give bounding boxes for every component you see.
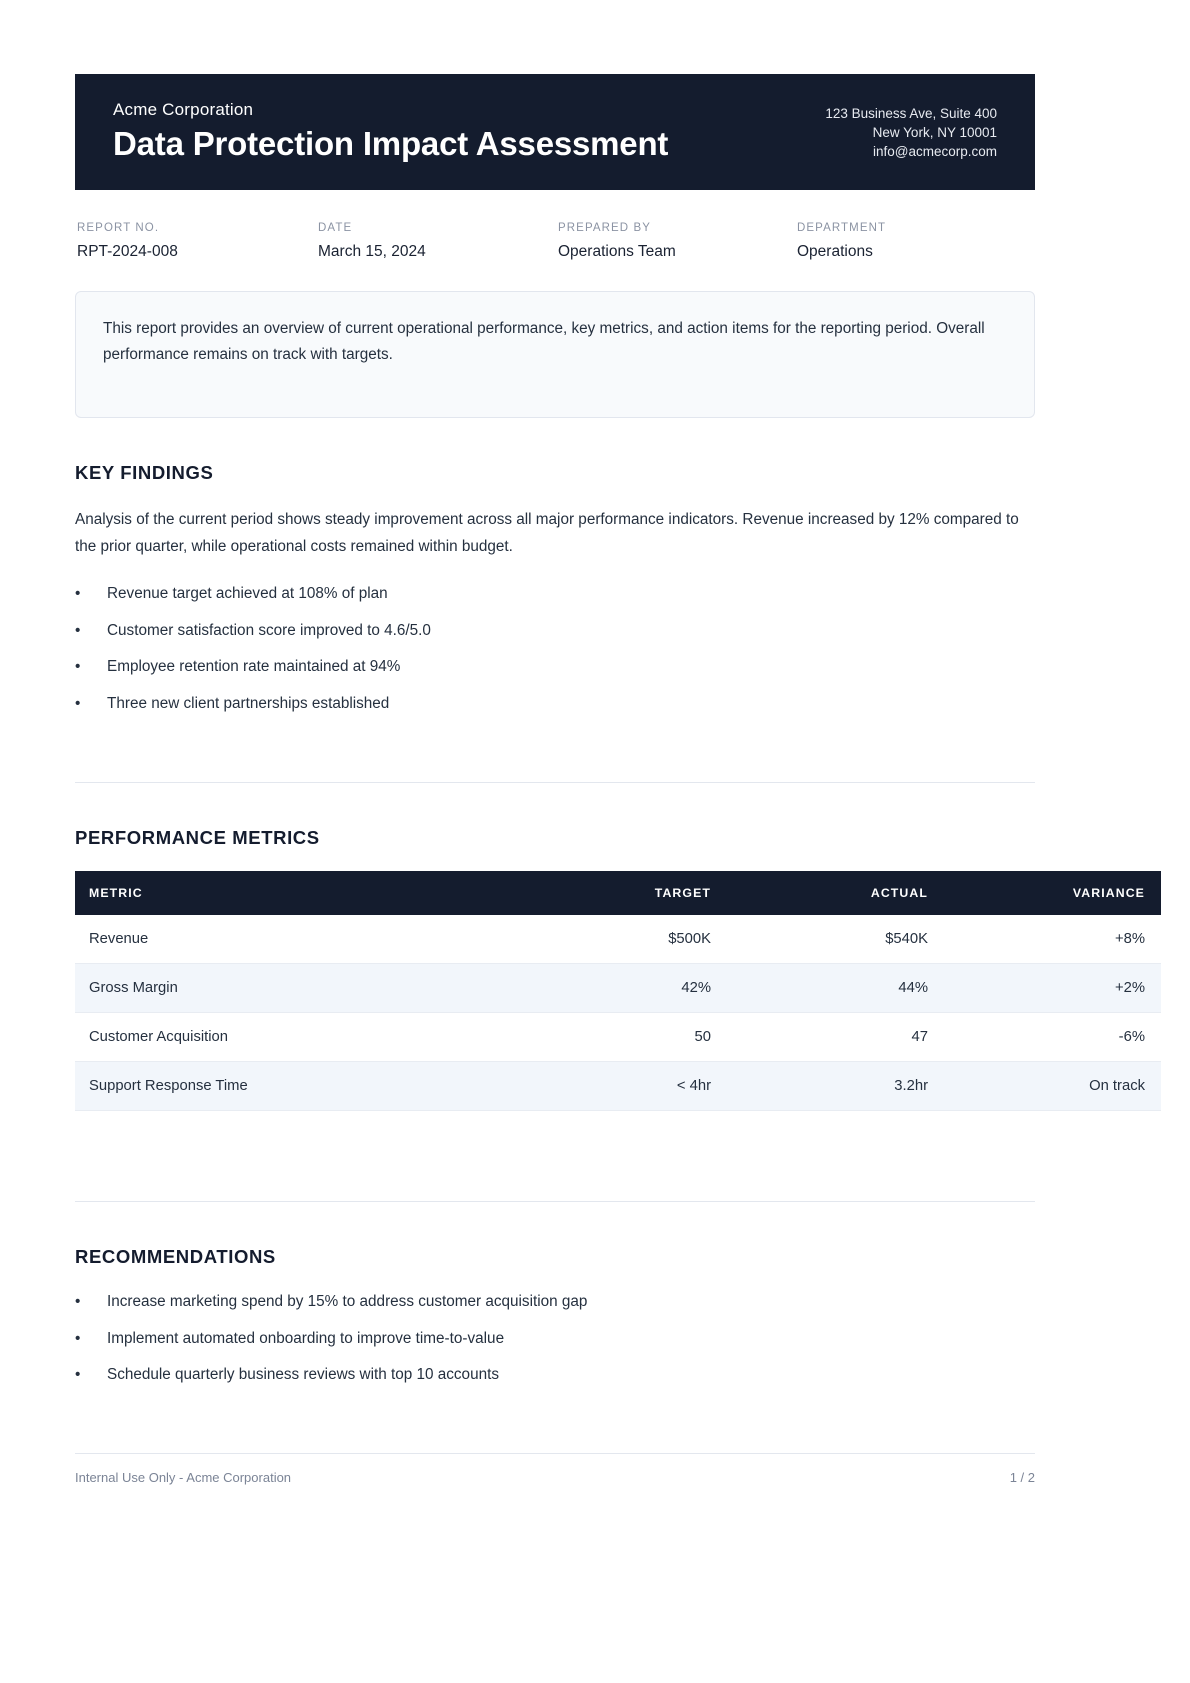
- meta-report-no-label: REPORT NO.: [77, 222, 160, 234]
- recommendations-title: RECOMMENDATIONS: [75, 1246, 276, 1268]
- list-item: [75, 582, 1035, 606]
- list-item: [75, 1290, 1035, 1314]
- meta-date: [318, 222, 558, 261]
- meta-report-no-value: RPT-2024-008: [77, 243, 178, 260]
- list-item-text: Increase marketing spend by 15% to address customer acquisition gap: [107, 1293, 588, 1311]
- company-address-block: [825, 104, 997, 161]
- list-item: [75, 655, 1035, 679]
- footer-left-text: Internal Use Only - Acme Corporation: [75, 1470, 292, 1485]
- cell-metric: Customer Acquisition: [75, 1013, 495, 1062]
- bullet-icon: •: [75, 1329, 81, 1347]
- performance-metrics-table: [75, 871, 1161, 1111]
- section-divider-2: [75, 1201, 1035, 1202]
- report-meta-row: [75, 222, 1035, 261]
- cell-variance: +2%: [944, 964, 1161, 1013]
- page-footer: [75, 1453, 1035, 1485]
- meta-date-value: March 15, 2024: [318, 243, 426, 260]
- cell-variance: -6%: [944, 1013, 1161, 1062]
- column-header-variance: VARIANCE: [944, 871, 1161, 915]
- meta-prepared-by-value: Operations Team: [558, 243, 676, 260]
- address-line-1: 123 Business Ave, Suite 400: [825, 106, 997, 121]
- column-header-metric: METRIC: [75, 871, 495, 915]
- page-title: Data Protection Impact Assessment: [113, 125, 669, 162]
- executive-summary-box: [75, 291, 1035, 418]
- meta-department-label: DEPARTMENT: [797, 222, 887, 234]
- meta-department: [797, 222, 1037, 261]
- column-header-actual: ACTUAL: [727, 871, 944, 915]
- meta-prepared-by-label: PREPARED BY: [558, 222, 652, 234]
- section-performance-metrics: [75, 827, 1145, 1111]
- recommendations-list: [75, 1290, 1035, 1387]
- meta-department-value: Operations: [797, 243, 873, 260]
- bullet-icon: •: [75, 1293, 81, 1311]
- cell-target: 50: [495, 1013, 727, 1062]
- list-item-text: Implement automated onboarding to improve time-to-value: [107, 1329, 505, 1347]
- table-header-row: [75, 871, 1161, 915]
- cell-actual: 3.2hr: [727, 1062, 944, 1111]
- list-item: [75, 619, 1035, 643]
- bullet-icon: •: [75, 694, 81, 712]
- section-key-findings: [75, 462, 1035, 716]
- cell-actual: 44%: [727, 964, 944, 1013]
- key-findings-list: [75, 582, 1035, 716]
- document-header: [75, 74, 1035, 190]
- table-header: [75, 871, 1161, 915]
- list-item-text: Schedule quarterly business reviews with top 10 accounts: [107, 1366, 499, 1384]
- key-findings-title: KEY FINDINGS: [75, 462, 214, 483]
- bullet-icon: •: [75, 658, 81, 676]
- cell-variance: +8%: [944, 915, 1161, 964]
- cell-target: $500K: [495, 915, 727, 964]
- footer-page-number: 1 / 2: [1009, 1470, 1035, 1485]
- document-body: [75, 74, 1145, 1400]
- company-name: Acme Corporation: [113, 100, 254, 119]
- bullet-icon: •: [75, 621, 81, 639]
- cell-actual: 47: [727, 1013, 944, 1062]
- address-line-2: New York, NY 10001: [872, 125, 997, 141]
- list-item: [75, 1363, 1035, 1387]
- table-row: [75, 964, 1161, 1013]
- bullet-icon: •: [75, 585, 81, 603]
- table-row: [75, 1062, 1161, 1111]
- cell-metric: Gross Margin: [75, 964, 495, 1013]
- meta-date-label: DATE: [318, 222, 353, 234]
- performance-metrics-title: PERFORMANCE METRICS: [75, 827, 320, 849]
- table-row: [75, 915, 1161, 964]
- table-row: [75, 1013, 1161, 1062]
- list-item-text: Revenue target achieved at 108% of plan: [107, 585, 388, 603]
- executive-summary-text: This report provides an overview of current operational performance, key metrics, and action items for the reporting period. Overall performance remains on track with targets.: [103, 320, 985, 364]
- list-item-text: Three new client partnerships established: [107, 694, 390, 712]
- column-header-target: TARGET: [495, 871, 727, 915]
- cell-metric: Revenue: [75, 915, 495, 964]
- section-recommendations: [75, 1246, 1035, 1387]
- list-item-text: Customer satisfaction score improved to 4.6/5.0: [107, 621, 431, 639]
- table-body: [75, 915, 1161, 1111]
- cell-variance: On track: [944, 1062, 1161, 1111]
- meta-prepared-by: [558, 222, 797, 261]
- cell-target: < 4hr: [495, 1062, 727, 1111]
- contact-email: info@acmecorp.com: [873, 144, 997, 160]
- meta-report-no: [77, 222, 318, 261]
- list-item: [75, 1327, 1035, 1351]
- cell-target: 42%: [495, 964, 727, 1013]
- cell-metric: Support Response Time: [75, 1062, 495, 1111]
- list-item-text: Employee retention rate maintained at 94%: [107, 658, 401, 676]
- list-item: [75, 692, 1035, 716]
- bullet-icon: •: [75, 1366, 81, 1384]
- section-divider-1: [75, 782, 1035, 783]
- key-findings-paragraph: Analysis of the current period shows steady improvement across all major performance indicators. Revenue increased by 12% compared to the prior quarter, while operational costs remained within budget.: [75, 511, 1019, 556]
- cell-actual: $540K: [727, 915, 944, 964]
